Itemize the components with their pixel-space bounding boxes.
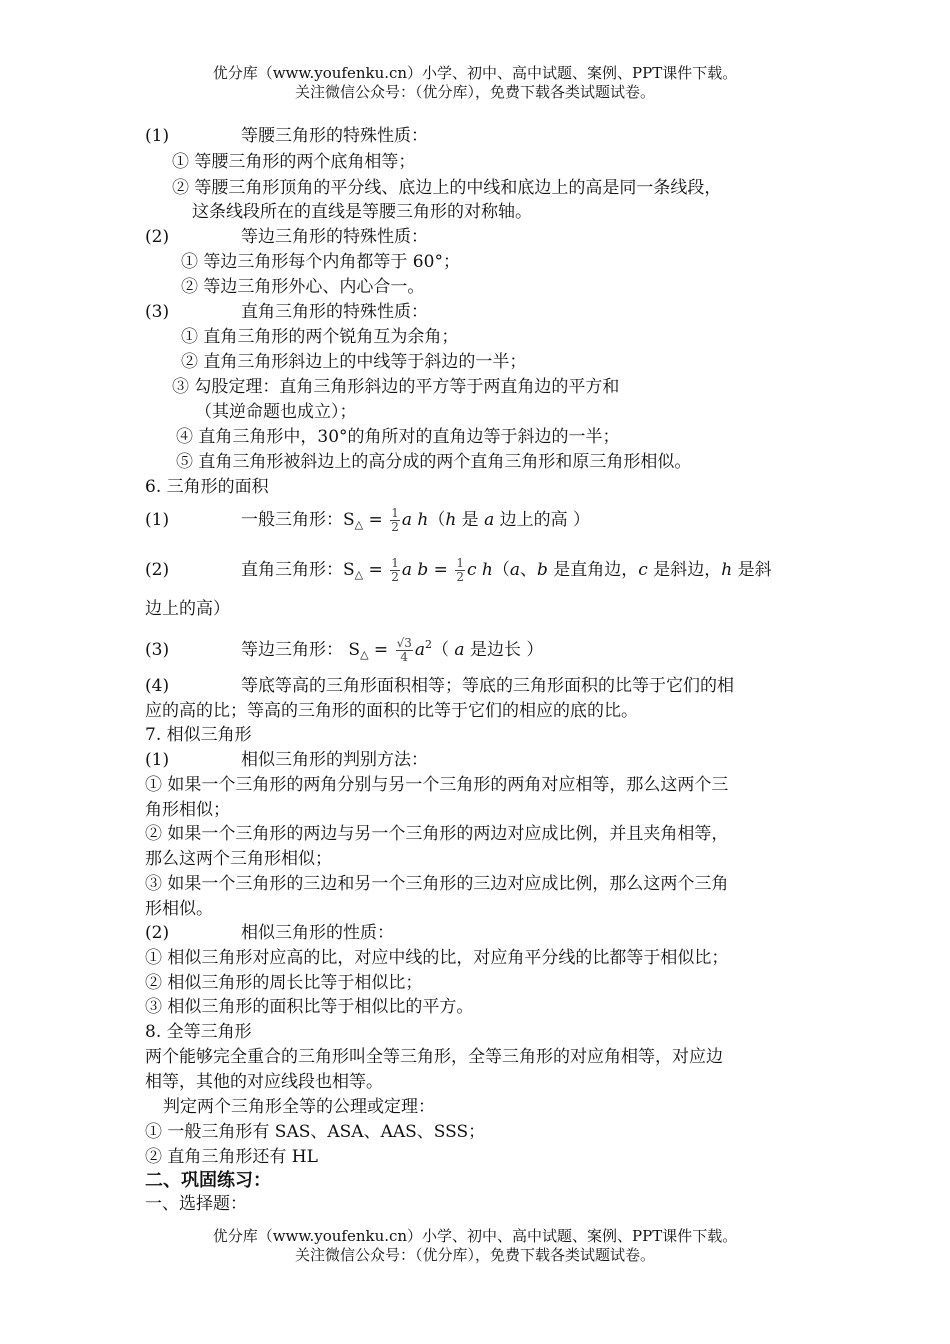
fraction-half: $\frac{1}{2}$ bbox=[391, 506, 399, 534]
area-ratio: (4) 等底等高的三角形面积相等；等底的三角形面积的比等于它们的相 bbox=[145, 676, 734, 696]
area-right: (2) 直角三角形：$S_\triangle$ = $\frac{1}{2}$ a b = $\frac{1}{2}$ c h（a、b 是直角边，c 是斜边，h 是斜 bbox=[145, 556, 772, 584]
right-item-3: ③ 勾股定理：直角三角形斜边的平方等于两直角边的平方和 bbox=[172, 377, 620, 397]
practice-subtitle: 一、选择题： bbox=[145, 1194, 247, 1214]
equilateral-item-1: ① 等边三角形每个内角都等于 60°； bbox=[181, 252, 460, 272]
similar-criteria-1: ① 如果一个三角形的两角分别与另一个三角形的两角对应相等，那么这两个三 bbox=[145, 775, 729, 795]
page-header bbox=[0, 64, 950, 102]
section-6-title: 6. 三角形的面积 bbox=[145, 477, 269, 497]
isosceles-item-1: ① 等腰三角形的两个底角相等； bbox=[172, 152, 416, 172]
right-item-1: ① 直角三角形的两个锐角互为余角； bbox=[181, 327, 459, 347]
congruent-def-cont: 相等，其他的对应线段也相等。 bbox=[145, 1072, 383, 1092]
isosceles-item-2: ② 等腰三角形顶角的平分线、底边上的中线和底边上的高是同一条线段， bbox=[172, 178, 722, 198]
footer-line-1: 优分库（www.youfenku.cn）小学、初中、高中试题、案例、PPT课件下载。 bbox=[212, 1227, 738, 1245]
section-8-title: 8. 全等三角形 bbox=[145, 1022, 252, 1042]
congruent-criteria-heading: 判定两个三角形全等的公理或定理： bbox=[163, 1097, 435, 1117]
right-item-5: ⑤ 直角三角形被斜边上的高分成的两个直角三角形和原三角形相似。 bbox=[176, 452, 692, 472]
similar-property-2: ② 相似三角形的周长比等于相似比； bbox=[145, 973, 423, 993]
area-right-cont: 边上的高） bbox=[145, 599, 230, 619]
isosceles-item-2-cont: 这条线段所在的直线是等腰三角形的对称轴。 bbox=[192, 202, 532, 222]
practice-title: 二、巩固练习： bbox=[145, 1170, 271, 1191]
right-triangle-heading: (3) 直角三角形的特殊性质： bbox=[145, 302, 428, 322]
similar-criteria-heading: (1) 相似三角形的判别方法： bbox=[145, 750, 428, 770]
similar-property-3: ③ 相似三角形的面积比等于相似比的平方。 bbox=[145, 997, 474, 1017]
similar-criteria-1-cont: 角形相似； bbox=[145, 800, 230, 820]
congruent-def: 两个能够完全重合的三角形叫全等三角形，全等三角形的对应角相等，对应边 bbox=[145, 1047, 723, 1067]
right-item-3-cont: （其逆命题也成立）； bbox=[195, 402, 357, 422]
page-footer bbox=[0, 1227, 950, 1265]
congruent-criteria-1: ① 一般三角形有 SAS、ASA、AAS、SSS； bbox=[145, 1122, 486, 1142]
area-equilateral: (3) 等边三角形： $S_\triangle$ = $\frac{√3}{4}$ $a^2$（ a 是边长 ） bbox=[145, 636, 544, 664]
similar-criteria-2-cont: 那么这两个三角形相似； bbox=[145, 849, 332, 869]
similar-properties-heading: (2) 相似三角形的性质： bbox=[145, 923, 394, 943]
fraction-half: $\frac{1}{2}$ bbox=[456, 556, 464, 584]
similar-property-1: ① 相似三角形对应高的比，对应中线的比，对应角平分线的比都等于相似比； bbox=[145, 948, 729, 968]
fraction-sqrt3-over-4: $\frac{√3}{4}$ bbox=[396, 636, 412, 664]
header-line-1: 优分库（www.youfenku.cn）小学、初中、高中试题、案例、PPT课件下载。 bbox=[212, 64, 738, 82]
section-7-title: 7. 相似三角形 bbox=[145, 725, 252, 745]
fraction-half: $\frac{1}{2}$ bbox=[391, 556, 399, 584]
similar-criteria-2: ② 如果一个三角形的两边与另一个三角形的两边对应成比例，并且夹角相等， bbox=[145, 824, 729, 844]
congruent-criteria-2: ② 直角三角形还有 HL bbox=[145, 1147, 318, 1167]
area-ratio-cont: 应的高的比；等高的三角形的面积的比等于它们的相应的底的比。 bbox=[145, 701, 638, 721]
similar-criteria-3-cont: 形相似。 bbox=[145, 899, 213, 919]
equilateral-heading: (2) 等边三角形的特殊性质： bbox=[145, 227, 428, 247]
footer-line-2: 关注微信公众号：（优分库），免费下载各类试题试卷。 bbox=[294, 1246, 655, 1264]
area-general: (1) 一般三角形：$S_\triangle$ = $\frac{1}{2}$ a h（h 是 a 边上的高 ） bbox=[145, 506, 591, 534]
similar-criteria-3: ③ 如果一个三角形的三边和另一个三角形的三边对应成比例，那么这两个三角 bbox=[145, 874, 729, 894]
right-item-4: ④ 直角三角形中，30°的角所对的直角边等于斜边的一半； bbox=[176, 427, 620, 447]
right-item-2: ② 直角三角形斜边上的中线等于斜边的一半； bbox=[181, 352, 527, 372]
equilateral-item-2: ② 等边三角形外心、内心合一。 bbox=[181, 277, 425, 297]
isosceles-heading: (1) 等腰三角形的特殊性质： bbox=[145, 126, 428, 146]
header-line-2: 关注微信公众号：（优分库），免费下载各类试题试卷。 bbox=[294, 83, 655, 101]
